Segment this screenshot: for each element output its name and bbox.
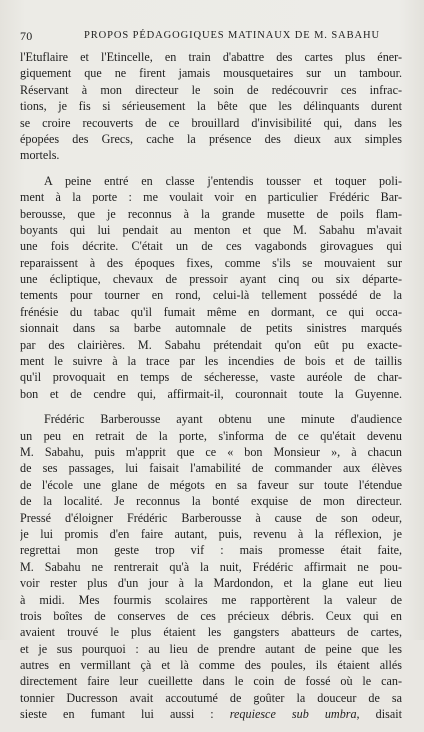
running-head: PROPOS PÉDAGOGIQUES MATINAUX DE M. SABAHU bbox=[84, 30, 380, 41]
text-line: A peine entré en classe j'entendis tousser et toquer poli- bbox=[44, 173, 402, 188]
text-line: une fois décrite. C'était un de ces vagabonds girovagues qui bbox=[20, 239, 402, 254]
paragraph-3 bbox=[20, 411, 402, 722]
text-line: Réservant à mon directeur le soin de redécouvrir ces infrac- bbox=[20, 82, 402, 97]
text-line: giquement que ne firent jamais mousquetaires sur un tambour. bbox=[20, 66, 402, 81]
text-line: frénésie du tabac qu'il fumait même en dormant, ce qui occa- bbox=[20, 304, 402, 319]
text-line: un peu en retrait de la porte, s'informa de ce qu'était devenu bbox=[20, 428, 402, 443]
text-line: l'Etuflaire et l'Etincelle, en train d'abattre des cartes plus éner- bbox=[20, 50, 402, 64]
text-line: M. Sabahu, puis m'apprit que ce « bon Monsieur », à chacun bbox=[20, 444, 402, 459]
page-header bbox=[20, 29, 400, 45]
text-line: trois boîtes de conserves de ces précieux débris. Ceux qui en bbox=[20, 608, 402, 623]
text-line-start: sieste en fumant lui aussi : bbox=[20, 707, 230, 722]
text-line: voir rester plus d'un jour à la Mardondon, et la glane eut lieu bbox=[20, 576, 402, 591]
text-line: qu'il provoquait en temps de sécheresse, vaste auréole de char- bbox=[20, 370, 402, 385]
text-line: par des clairières. M. Sabahu prétendait qu'on eût pu exacte- bbox=[20, 337, 402, 352]
text-line: je lui promis d'en faire autant, puis, revenu à la réflexion, je bbox=[20, 526, 402, 541]
text-line: épopées des Grecs, cache la présence des dieux aux simples bbox=[20, 131, 402, 146]
page-number: 70 bbox=[20, 29, 33, 43]
text-line: ment à la porte : me voulait voir en particulier Frédéric Bar- bbox=[20, 190, 402, 205]
text-line: de la localité. Je reconnus la bonté exquise de mon directeur. bbox=[20, 494, 402, 509]
text-line: tions, je fis si sérieusement la bête que les délinquants durent bbox=[20, 99, 402, 114]
body-text bbox=[20, 49, 402, 732]
text-line-final bbox=[20, 706, 402, 722]
text-line: directement faire leur cueillette dans le coin de fossé où le can- bbox=[20, 674, 402, 689]
text-line: sionnait dans sa barbe automnale de petits sinistres marqués bbox=[20, 321, 402, 336]
text-line: et je sus pourquoi : au lieu de prendre autant de peine que les bbox=[20, 641, 402, 656]
paragraph-2 bbox=[20, 173, 402, 402]
text-line: se croire recouverts de ce brouillard d'invisibilité qui, dans les bbox=[20, 115, 402, 130]
text-line: autres en vermillant çà et là comme des poules, ils étaient allés bbox=[20, 658, 402, 673]
text-line: regrettai mon geste trop vif : mais promesse était faite, bbox=[20, 543, 402, 558]
text-line-tail: disait bbox=[359, 707, 402, 722]
text-line: boyants qui lui pendait au menton et que M. Sabahu m'avait bbox=[20, 222, 402, 237]
text-line: de ses passages, lui faisait l'amabilité de commander aux élèves bbox=[20, 461, 402, 476]
text-line: reparaissent à des époques fixes, comme s'ils se mouvaient sur bbox=[20, 255, 402, 270]
paragraph-1 bbox=[20, 49, 402, 164]
text-line: tements pour tourner en rond, celui-là tellement possédé de la bbox=[20, 288, 402, 303]
text-line: tonnier Ducresson avait accoutumé de goûter la douceur de sa bbox=[20, 690, 402, 705]
text-line: M. Sabahu ne rentrerait qu'à la nuit, Frédéric affirmait ne pou- bbox=[20, 559, 402, 574]
text-line: de l'école une glane de mégots en sa faveur sur toute l'étendue bbox=[20, 477, 402, 492]
text-line: une écliptique, chevaux de pressoir ayant cinq ou six départe- bbox=[20, 272, 402, 287]
text-line: bon et de cendre qui, affirmait-il, couronnait toute la Guyenne. bbox=[20, 386, 402, 401]
text-line: avaient trouvé le plus étaient les gangsters abatteurs de cartes, bbox=[20, 625, 402, 640]
text-line: mortels. bbox=[20, 148, 60, 163]
text-line: berousse, que je reconnus à la grande musette de poils flam- bbox=[20, 206, 402, 221]
text-line: Frédéric Barberousse ayant obtenu une minute d'audience bbox=[44, 412, 402, 427]
text-line: à midi. Mes fourmis scolaires me rapportèrent la valeur de bbox=[20, 592, 402, 607]
latin-quote: requiesce sub umbra, bbox=[229, 707, 360, 722]
text-line: Pressé d'éloigner Frédéric Barberousse à cause de son odeur, bbox=[20, 510, 402, 525]
text-line: ment le suivre à la trace par les incendies de bois et de taillis bbox=[20, 354, 402, 369]
